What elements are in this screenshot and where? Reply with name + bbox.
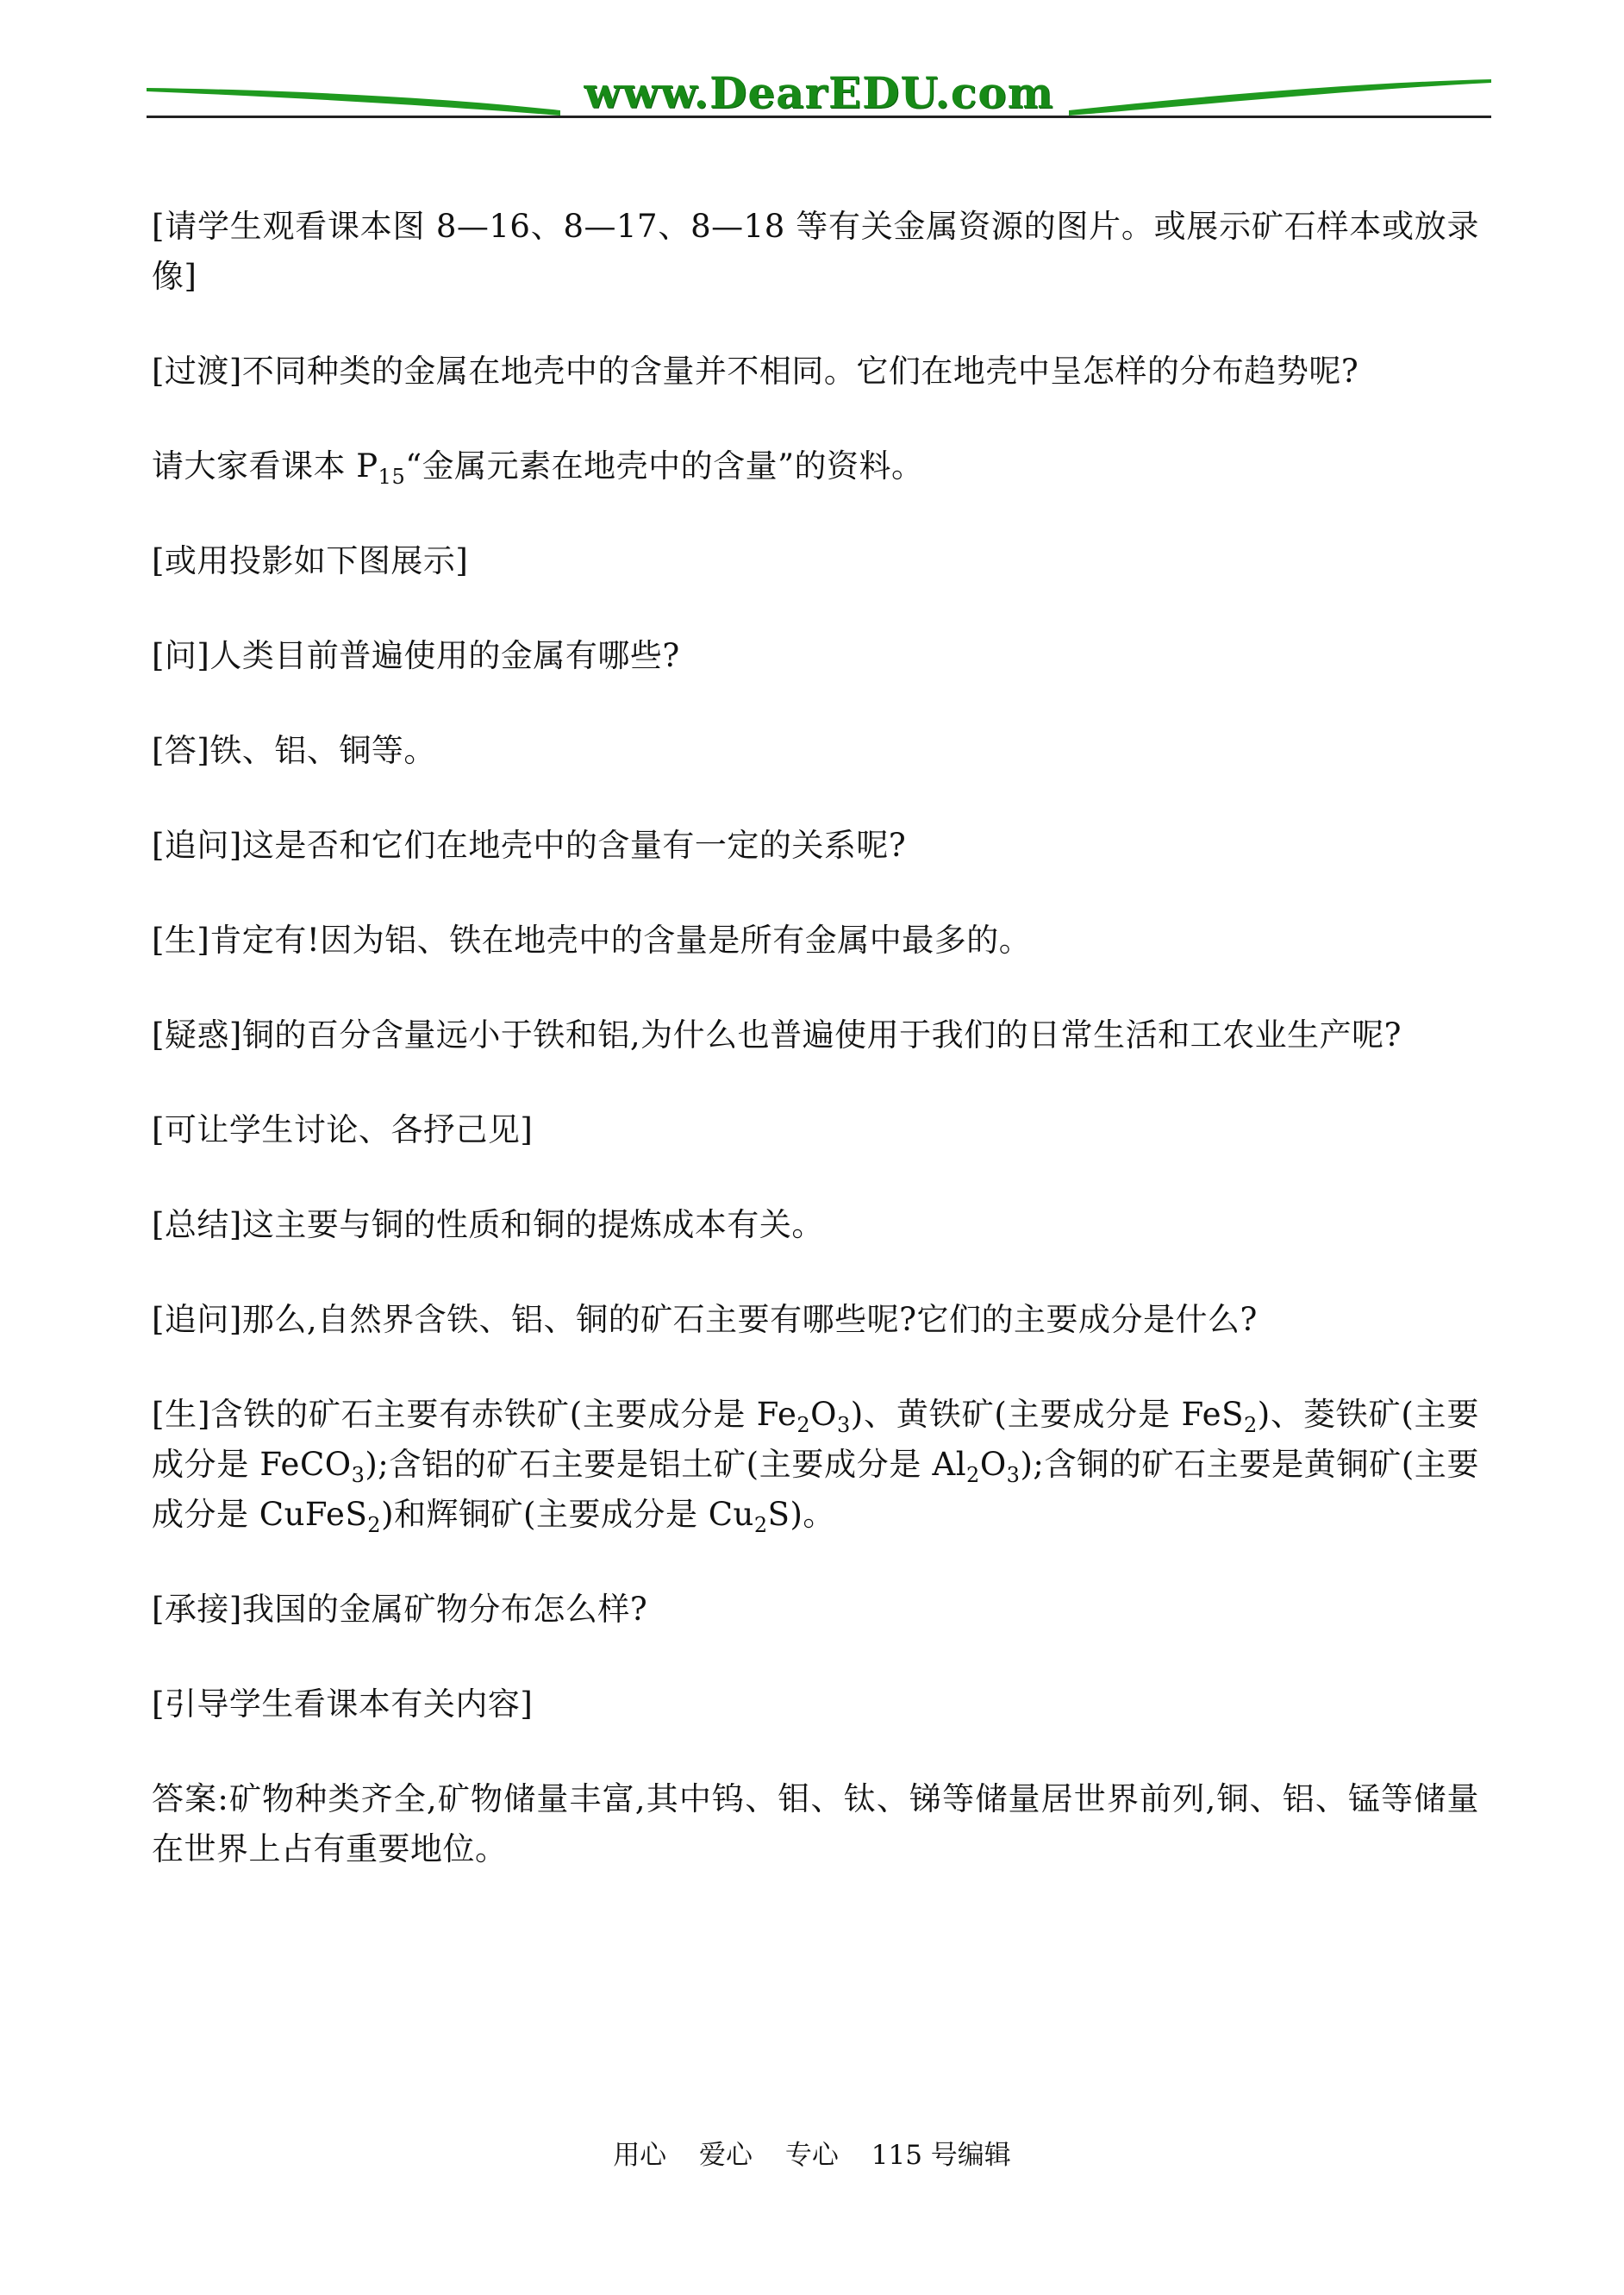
paragraph: 请大家看课本 $P_{15}“$金属元素在地壳中的含量”的资料。 [152, 447, 924, 489]
page-header [147, 67, 1491, 124]
site-title: www.DearEDU.com [584, 67, 1054, 118]
paragraph: 答案:矿物种类齐全,矿物储量丰富,其中钨、钼、钛、锑等储量居世界前列,铜、铝、锰等储量在世界上占有重要地位。 [152, 1780, 1479, 1867]
paragraph: [引导学生看课本有关内容] [152, 1685, 534, 1723]
paragraph: [答]铁、铝、铜等。 [152, 732, 436, 769]
header-rule [147, 116, 1491, 118]
paragraph: [过渡]不同种类的金属在地壳中的含量并不相同。它们在地壳中呈怎样的分布趋势呢? [152, 353, 1359, 390]
footer-text: 专心 [784, 2140, 839, 2171]
paragraph: [请学生观看课本图 8—16、8—17、8—18 等有关金属资源的图片。或展示矿石样本或放录像] [152, 208, 1479, 295]
paragraph: [生]含铁的矿石主要有赤铁矿(主要成分是 $Fe_2O_3$)、黄铁矿(主要成分是 FeS$_2$)、菱铁矿(主要成分是 FeCO$_3$);含铝的矿石主要是铝土矿(主要成分是 $Al_2O_3$);含铜的矿石主要是黄铜矿(主要成分是 CuFeS$_2$)和辉铜矿(主要成分是 $Cu_2S$)。 [152, 1396, 1480, 1537]
paragraph: [可让学生讨论、各抒己见] [152, 1111, 534, 1148]
paragraph: [问]人类目前普遍使用的金属有哪些? [152, 637, 680, 674]
document-body [152, 202, 1479, 1919]
paragraph: [生]肯定有!因为铝、铁在地壳中的含量是所有金属中最多的。 [152, 922, 1032, 959]
paragraph: [疑惑]铜的百分含量远小于铁和铝,为什么也普遍使用于我们的日常生活和工农业生产呢? [152, 1016, 1402, 1054]
page-footer [0, 2133, 1624, 2172]
paragraph: [承接]我国的金属矿物分布怎么样? [152, 1591, 648, 1628]
paragraph: [追问]那么,自然界含铁、铝、铜的矿石主要有哪些呢?它们的主要成分是什么? [152, 1301, 1258, 1338]
paragraph: [或用投影如下图展示] [152, 542, 469, 579]
paragraph: [总结]这主要与铜的性质和铜的提炼成本有关。 [152, 1206, 824, 1243]
paragraph: [追问]这是否和它们在地壳中的含量有一定的关系呢? [152, 827, 907, 864]
footer-text: 爱心 [699, 2140, 753, 2171]
footer-text: 115 号编辑 [871, 2140, 1011, 2171]
footer-text: 用心 [613, 2140, 667, 2171]
